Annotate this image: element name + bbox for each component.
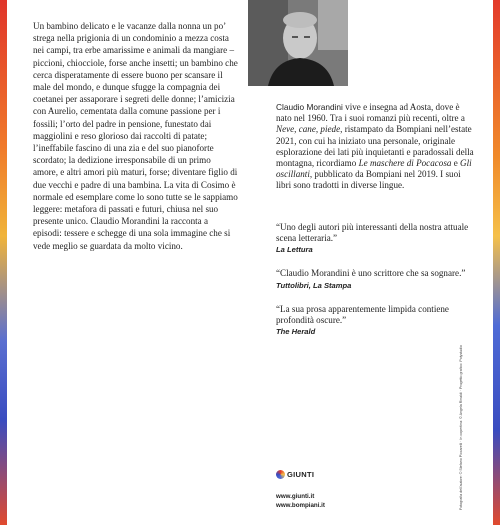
book-title-3: Gli oscillanti bbox=[276, 158, 472, 180]
quote-text: “La sua prosa apparentemente limpida contiene profondità oscure.” bbox=[276, 303, 449, 325]
quote-text: “Claudio Morandini è uno scrittore che sa sognare.” bbox=[276, 268, 466, 279]
bio-text-2: , ristampato da Bompiani nell’estate 2021, con cui ha iniziato una personale, originale esplorazione dei lati più inquietanti e paradossali della montagna, ricordiamo bbox=[276, 124, 474, 169]
publisher-logo bbox=[276, 470, 314, 479]
publisher-sites bbox=[276, 492, 325, 510]
review-quotes bbox=[276, 222, 481, 350]
author-name: Claudio Morandini bbox=[276, 102, 343, 112]
publisher-logo-icon bbox=[276, 470, 285, 479]
author-bio bbox=[276, 102, 476, 192]
right-color-edge bbox=[493, 0, 500, 525]
left-color-edge bbox=[0, 0, 7, 525]
site-link-giunti[interactable]: www.giunti.it bbox=[276, 493, 315, 500]
bio-text-1: vive e insegna ad Aosta, dove è nato nel 1960. Tra i suoi romanzi più recenti, oltre a bbox=[276, 102, 465, 124]
book-title-2: Le maschere di Pocacosa bbox=[358, 158, 452, 169]
book-blurb: Un bambino delicato e le vacanze dalla nonna un po’ strega nella prigionia di un condominio a mezza costa nei campi, tra erbe amarissime e animali da mangiare – piccioni, chiocciole, forse anche insetti; un bambino che cerca disperatamente di essere buono per scansare il male del mondo, e dunque sfugge la compagnia dei coetanei per assaporare i segreti delle donne; l’amicizia con Aurelio, cementata dalla comune passione per i fossili; l’orto del padre in pensione, funestato dai maggiolini e reso glorioso dai raccolti di patate; l’ineffabile fascino di una zia e del suo pianoforte scordato; la dedizione irresponsabile di un primo amore, e altri amori più maturi, forse; diventare figlio di due vecchi e padre di una bambina. La vita di Cosimo è normale ed esemplare come lo sono tutte se le sappiamo leggere: metafora di passati e futuri, chiusa nel suo presente unico. Claudio Morandini la racconta a episodi: tessere e schegge di una sola immagine che si vede meglio se guardata da molto vicino. bbox=[33, 21, 238, 251]
photo-credit bbox=[459, 345, 471, 510]
site-link-bompiani[interactable]: www.bompiani.it bbox=[276, 502, 325, 509]
bio-text-4: , pubblicato da Bompiani nel 2019. I suoi libri sono tradotti in diverse lingue. bbox=[276, 169, 461, 191]
book-title-1: Neve, cane, piede bbox=[276, 124, 341, 135]
quote-source: Tuttolibri, La Stampa bbox=[276, 280, 352, 290]
photo-credit-text: Fotografia dell’autore: © Stefano Piccarelli · In copertina: © Angela Rinaldi · Progetto grafico: Polystudio bbox=[459, 345, 463, 510]
review-quote bbox=[276, 222, 481, 254]
publisher-name: GIUNTI bbox=[287, 470, 315, 479]
quote-source: The Herald bbox=[276, 327, 316, 337]
bio-text-3: e bbox=[451, 158, 461, 169]
quote-source: La Lettura bbox=[276, 245, 313, 255]
author-photo bbox=[248, 0, 348, 86]
review-quote bbox=[276, 268, 481, 289]
review-quote bbox=[276, 304, 481, 336]
quote-text: “Uno degli autori più interessanti della nostra attuale scena letteraria.” bbox=[276, 222, 469, 244]
